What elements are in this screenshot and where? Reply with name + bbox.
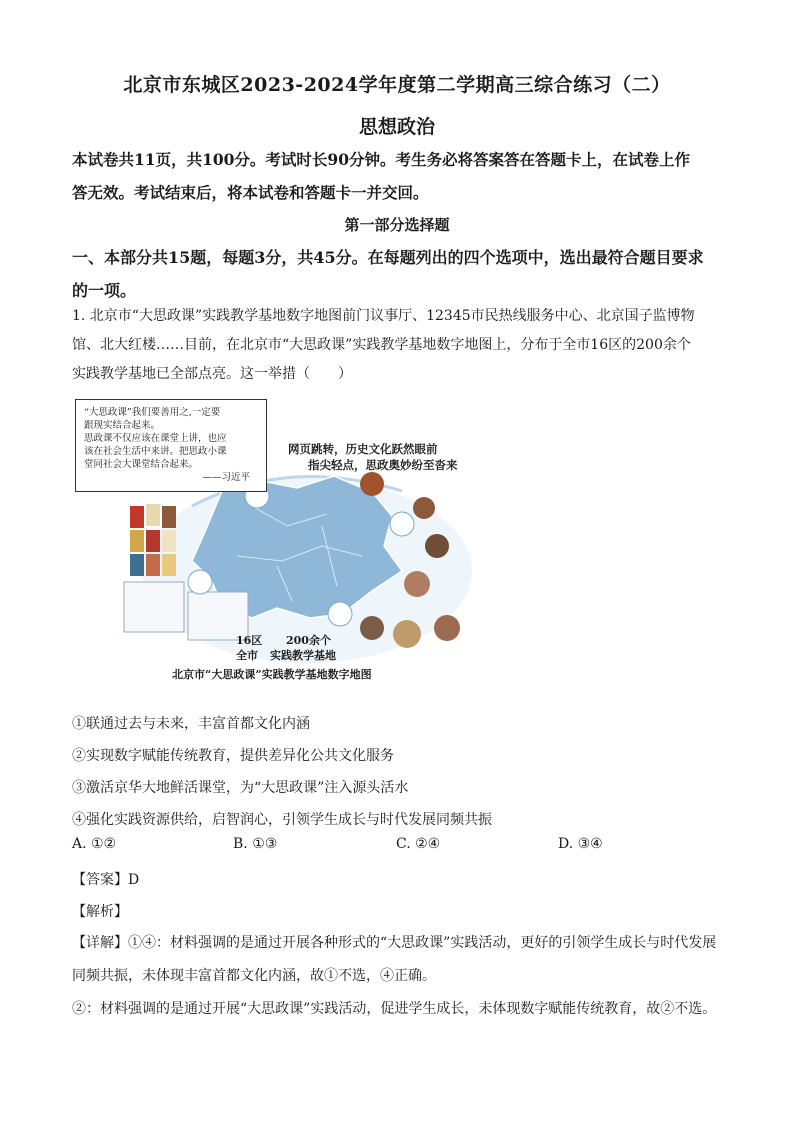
analysis-heading <box>72 896 724 929</box>
map-node-west <box>188 570 212 594</box>
stat-practice: 实践教学基地 <box>270 649 336 662</box>
answer-value: D <box>128 872 140 888</box>
exam-title: 北京市东城区2023-2024学年度第二学期高三综合练习（二） <box>123 74 671 96</box>
section-instruction <box>72 241 724 307</box>
quote-line-4: 该在社会生活中来讲。把思政小课 <box>84 446 227 457</box>
notice-line-2: 答无效。考试结束后，将本试卷和答题卡一并交回。 <box>72 183 429 202</box>
detail-line-3: ②：材料强调的是通过开展“大思政课”实践活动，促进学生成长，未体现数字赋能传统教育，故②不选。 <box>72 1001 717 1017</box>
detail-line-1: ①④：材料强调的是通过开展各种形式的“大思政课”实践活动，更好的引领学生成长与时代发展 <box>128 935 717 951</box>
stat-bases: 200余个 <box>286 634 331 647</box>
part-title: 第一部分选择题 <box>344 216 450 234</box>
question-line-3: 实践教学基地已全部点亮。这一举措（ ） <box>72 366 352 382</box>
stat-city: 全市 <box>236 649 258 662</box>
figure-caption: 北京市“大思政课”实践教学基地数字地图 <box>172 668 372 681</box>
question-line-1: 1. 北京市“大思政课”实践教学基地数字地图前门议事厅、12345市民热线服务中心、北京国子监博物 <box>72 308 695 324</box>
statement-list <box>72 708 724 836</box>
answer-tag: 【答案】 <box>72 872 128 888</box>
detail-line-2: 同频共振，未体现丰富首都文化内涵，故①不选，④正确。 <box>72 968 436 984</box>
map-node-east <box>390 512 414 536</box>
choice-d: D. ③④ <box>558 836 603 852</box>
question-1-stem <box>72 302 724 389</box>
detail-explanation <box>72 927 724 1026</box>
statement-3: ③激活京华大地鲜活课堂，为“大思政课”注入源头活水 <box>72 780 409 796</box>
question-line-2: 馆、北大红楼……目前，在北京市“大思政课”实践教学基地数字地图上，分布于全市16区的200余个 <box>72 337 691 353</box>
slogan-line-2: 指尖轻点，思政奥妙纷至沓来 <box>308 458 458 472</box>
notice-line-1: 本试卷共11页，共100分。考试时长90分钟。考生务必将答案答在答题卡上，在试卷上作 <box>72 150 690 169</box>
statement-2: ②实现数字赋能传统教育，提供差异化公共文化服务 <box>72 748 394 764</box>
subject-title: 思想政治 <box>358 116 435 138</box>
answer-line <box>72 864 724 897</box>
instruction-line-1: 一、本部分共15题，每题3分，共45分。在每题列出的四个选项中，选出最符合题目要求 <box>72 248 704 267</box>
quote-line-3: 思政课不仅应该在课堂上讲，也应 <box>84 433 227 444</box>
choice-b: B. ①③ <box>233 836 278 852</box>
stat-districts: 16区 <box>236 634 263 647</box>
book-covers <box>130 504 176 576</box>
analysis-tag: 【解析】 <box>72 904 128 920</box>
quote-line-2: 跟现实结合起来。 <box>84 420 161 431</box>
choice-a: A. ①② <box>72 836 117 852</box>
statement-1: ①联通过去与未来，丰富首都文化内涵 <box>72 716 310 732</box>
quote-signature: ——习近平 <box>202 472 250 483</box>
map-node-south <box>328 602 352 626</box>
quote-line-1: “大思政课”我们要善用之,一定要 <box>84 407 221 418</box>
digital-map-figure <box>72 396 482 691</box>
statement-4: ④强化实践资源供给，启智润心，引领学生成长与时代发展同频共振 <box>72 812 492 828</box>
exam-notice <box>72 143 724 209</box>
quote-line-5: 堂同社会大课堂结合起来。 <box>84 459 199 470</box>
detail-tag: 【详解】 <box>72 935 128 951</box>
slogan-line-1: 网页跳转，历史文化跃然眼前 <box>288 442 438 456</box>
choice-c: C. ②④ <box>396 836 441 852</box>
quote-box <box>75 399 267 492</box>
web-screenshot <box>124 582 184 632</box>
instruction-line-2: 的一项。 <box>72 281 137 300</box>
